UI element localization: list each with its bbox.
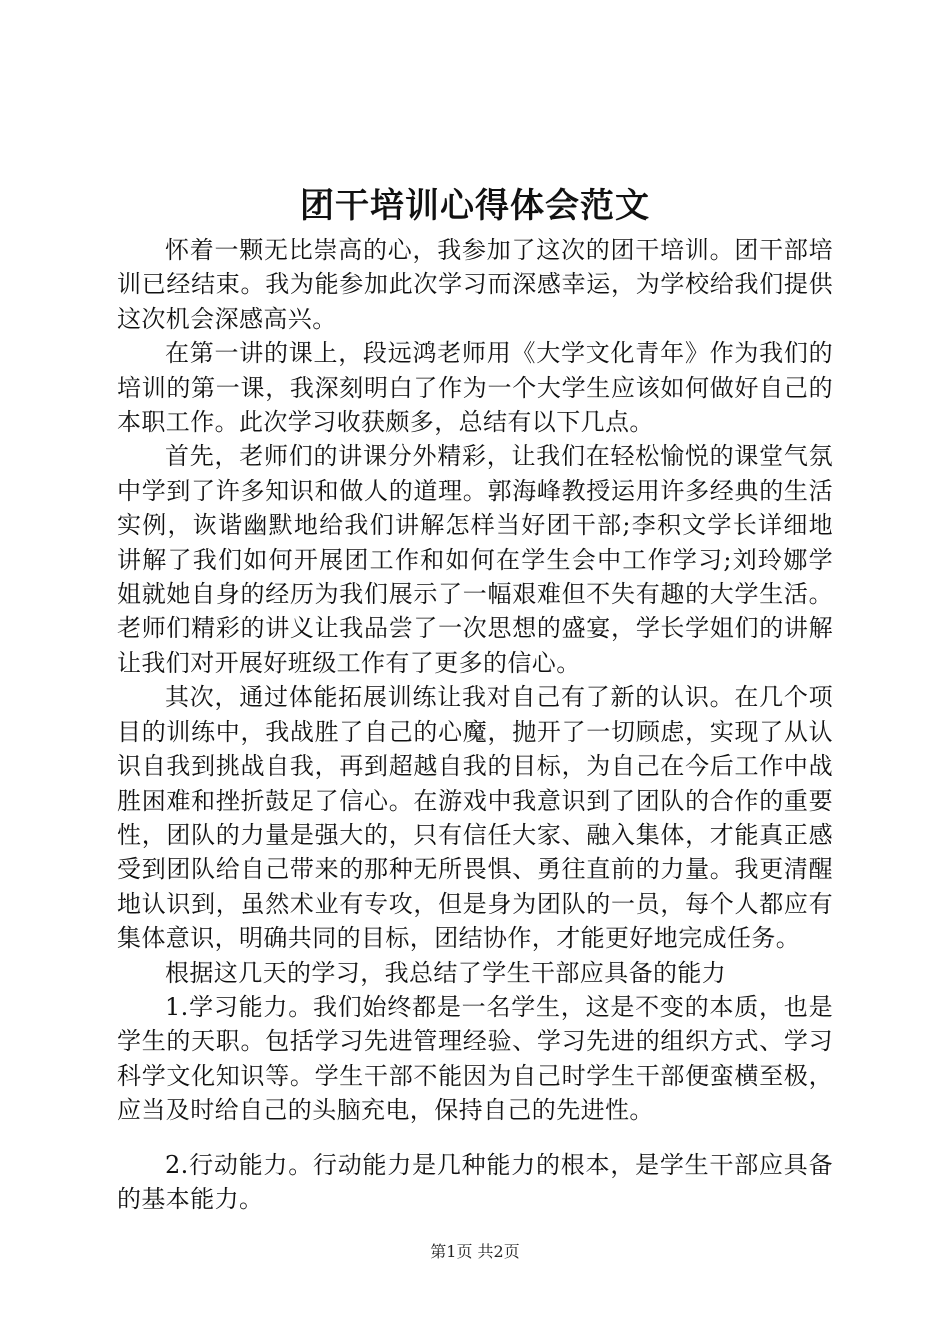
paragraph-second-point: 其次，通过体能拓展训练让我对自己有了新的认识。在几个项目的训练中，我战胜了自己的心魔，抛开了一切顾虑，实现了从认识自我到挑战自我，再到超越自我的目标，为自己在今后工作中战胜困难和挫折鼓足了信心。在游戏中我意识到了团队的合作的重要性，团队的力量是强大的，只有信任大家、融入集体，才能真正感受到团队给自己带来的那种无所畏惧、勇往直前的力量。我更清醒地认识到，虽然术业有专攻，但是身为团队的一员，每个人都应有集体意识，明确共同的目标，团结协作，才能更好地完成任务。	[117, 683, 833, 953]
paragraph-first-lecture: 在第一讲的课上，段远鸿老师用《大学文化青年》作为我们的培训的第一课，我深刻明白了作为一个大学生应该如何做好自己的本职工作。此次学习收获颇多，总结有以下几点。	[117, 339, 833, 437]
paragraph-action-ability: 2.行动能力。行动能力是几种能力的根本，是学生干部应具备的基本能力。	[117, 1150, 833, 1213]
document-body	[117, 233, 833, 1216]
page-indicator: 第1页 共2页	[430, 1242, 520, 1261]
paragraph-learning-ability: 1.学习能力。我们始终都是一名学生，这是不变的本质，也是学生的天职。包括学习先进管理经验、学习先进的组织方式、学习科学文化知识等。学生干部不能因为自己时学生干部便蛮横至极，应当及时给自己的头脑充电，保持自己的先进性。	[117, 992, 833, 1125]
document-title: 团干培训心得体会范文	[300, 186, 650, 226]
paragraph-first-point: 首先，老师们的讲课分外精彩，让我们在轻松愉悦的课堂气氛中学到了许多知识和做人的道理。郭海峰教授运用许多经典的生活实例，诙谐幽默地给我们讲解怎样当好团干部;李积文学长详细地讲解了我们如何开展团工作和如何在学生会中工作学习;刘玲娜学姐就她自身的经历为我们展示了一幅艰难但不失有趣的大学生活。老师们精彩的讲义让我品尝了一次思想的盛宴，学长学姐们的讲解让我们对开展好班级工作有了更多的信心。	[117, 442, 833, 677]
paragraph-abilities-intro: 根据这几天的学习，我总结了学生干部应具备的能力	[165, 958, 727, 987]
paragraph-intro: 怀着一颗无比崇高的心，我参加了这次的团干培训。团干部培训已经结束。我为能参加此次学习而深感幸运，为学校给我们提供这次机会深感高兴。	[117, 236, 833, 333]
